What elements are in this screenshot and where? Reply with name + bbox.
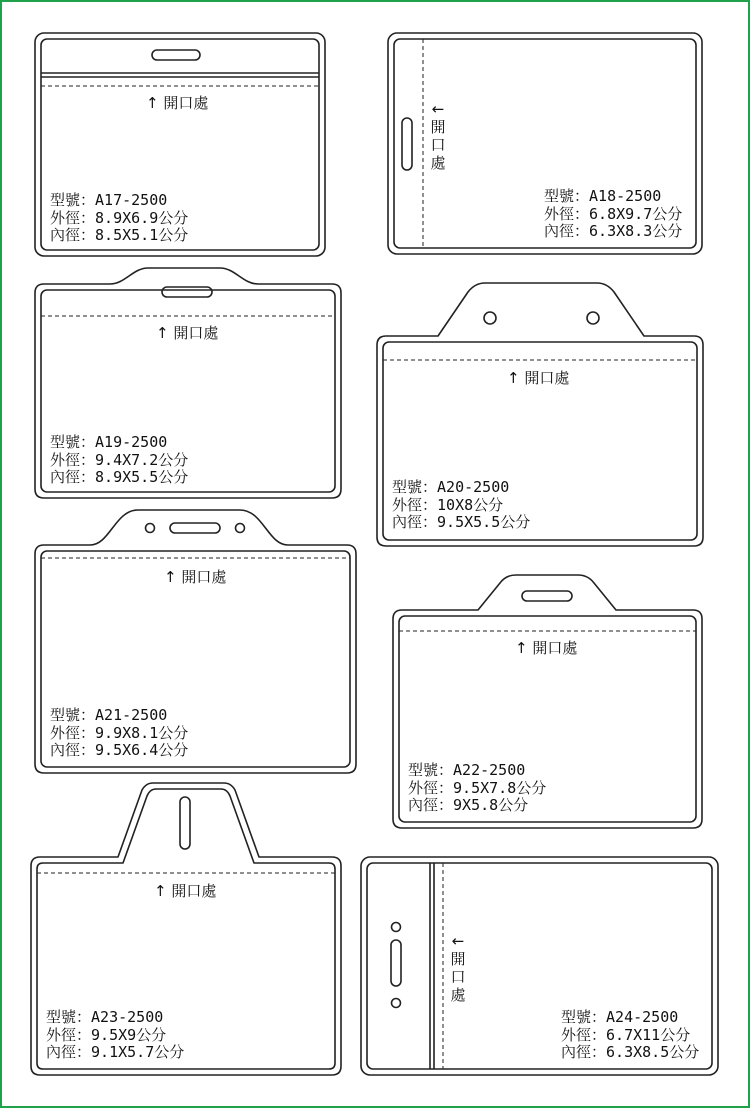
- a21-hole-left: [146, 524, 155, 533]
- a22-spec: 型號：A22-2500 外徑：9.5X7.8公分 內徑：9X5.8公分: [408, 761, 547, 814]
- outer-size: 10X8公分: [437, 495, 504, 514]
- a17-spec: 型號：A17-2500 外徑：8.9X6.9公分 內徑：8.5X5.1公分: [50, 191, 189, 244]
- model-number: A19-2500: [95, 433, 168, 451]
- a23-slot-hole: [180, 797, 190, 849]
- outer-size: 9.5X9公分: [91, 1025, 167, 1044]
- outer-size: 8.9X6.9公分: [95, 208, 189, 227]
- up-arrow-icon: ↑: [164, 568, 177, 586]
- a21-hole-right: [236, 524, 245, 533]
- model-number: A24-2500: [606, 1008, 679, 1026]
- a20-hole-right: [587, 312, 599, 324]
- opening-text: [429, 118, 447, 172]
- up-arrow-icon: ↑: [515, 639, 528, 657]
- a20-hole-left: [484, 312, 496, 324]
- model-number: A20-2500: [437, 478, 510, 496]
- up-arrow-icon: ↑: [507, 369, 520, 387]
- inner-size: 8.9X5.5公分: [95, 468, 189, 486]
- a21-spec: 型號：A21-2500 外徑：9.9X8.1公分 內徑：9.5X6.4公分: [50, 706, 189, 759]
- left-arrow-icon: ←: [431, 100, 445, 118]
- inner-size: 6.3X8.5公分: [606, 1043, 700, 1061]
- up-arrow-icon: ↑: [146, 94, 159, 112]
- model-number: A21-2500: [95, 706, 168, 724]
- a19-opening-label: ↑ 開口處: [156, 324, 219, 342]
- a24-spec: 型號：A24-2500 外徑：6.7X11公分 內徑：6.3X8.5公分: [561, 1008, 700, 1061]
- inner-size: 8.5X5.1公分: [95, 226, 189, 244]
- opening-char: 口: [450, 968, 466, 986]
- a18-spec: 型號：A18-2500 外徑：6.8X9.7公分 內徑：6.3X8.3公分: [544, 187, 683, 240]
- a23-spec: 型號：A23-2500 外徑：9.5X9公分 內徑：9.1X5.7公分: [46, 1008, 185, 1061]
- outer-size: 6.7X11公分: [606, 1025, 691, 1044]
- inner-size: 9.5X5.5公分: [437, 513, 531, 531]
- up-arrow-icon: ↑: [156, 324, 169, 342]
- outer-size: 9.5X7.8公分: [453, 778, 547, 797]
- inner-size: 6.3X8.3公分: [589, 222, 683, 240]
- a22-slot-hole: [522, 591, 572, 601]
- outer-size: 9.4X7.2公分: [95, 450, 189, 469]
- a18-slot-hole: [402, 118, 412, 170]
- opening-char: 開: [450, 950, 466, 968]
- opening-char: 口: [430, 136, 446, 154]
- opening-char: 開: [430, 118, 446, 136]
- a19-slot-hole: [162, 287, 212, 297]
- a24-hole-top: [392, 923, 401, 932]
- outer-size: 9.9X8.1公分: [95, 723, 189, 742]
- a21-opening-label: ↑ 開口處: [164, 568, 227, 586]
- inner-size: 9.5X6.4公分: [95, 741, 189, 759]
- a22-opening-label: ↑ 開口處: [515, 639, 578, 657]
- a24-hole-bottom: [392, 999, 401, 1008]
- model-number: A17-2500: [95, 191, 168, 209]
- opening-text: [449, 950, 467, 1004]
- a24-slot-hole: [391, 940, 401, 986]
- a24-opening-label: [449, 932, 467, 1004]
- a20-opening-label: ↑ 開口處: [507, 369, 570, 387]
- a21-slot-hole: [170, 523, 220, 533]
- inner-size: 9.1X5.7公分: [91, 1043, 185, 1061]
- opening-char: 處: [450, 986, 466, 1004]
- a23-opening-label: ↑ 開口處: [154, 882, 217, 900]
- left-arrow-icon: ←: [451, 932, 465, 950]
- model-number: A22-2500: [453, 761, 526, 779]
- a17-opening-label: ↑ 開口處: [146, 94, 209, 112]
- inner-size: 9X5.8公分: [453, 796, 529, 814]
- a20-spec: 型號：A20-2500 外徑：10X8公分 內徑：9.5X5.5公分: [392, 478, 531, 531]
- model-number: A18-2500: [589, 187, 662, 205]
- up-arrow-icon: ↑: [154, 882, 167, 900]
- model-number: A23-2500: [91, 1008, 164, 1026]
- a19-spec: 型號：A19-2500 外徑：9.4X7.2公分 內徑：8.9X5.5公分: [50, 433, 189, 486]
- outer-size: 6.8X9.7公分: [589, 204, 683, 223]
- opening-char: 處: [430, 154, 446, 172]
- a18-opening-label: [429, 100, 447, 172]
- a17-slot-hole: [152, 50, 200, 60]
